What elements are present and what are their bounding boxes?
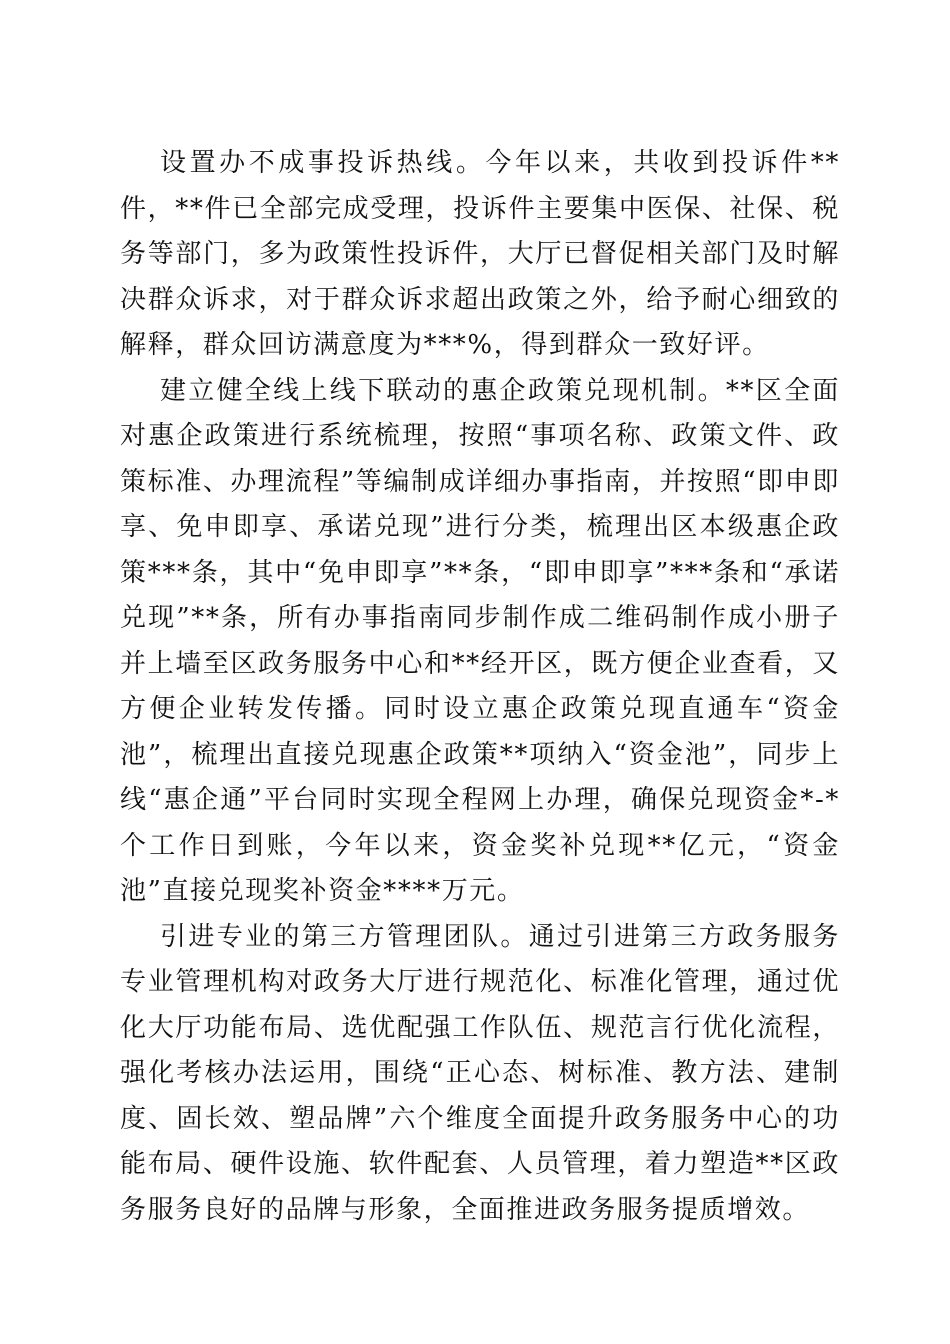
document-body: [120, 141, 840, 1233]
paragraph-third-party-management: 引进专业的第三方管理团队。通过引进第三方政务服务专业管理机构对政务大厅进行规范化、标准化管理，通过优化大厅功能布局、选优配强工作队伍、规范言行优化流程，强化考核办法运用，围绕“正心态、树标准、教方法、建制度、固长效、塑品牌”六个维度全面提升政务服务中心的功能布局、硬件设施、软件配套、人员管理，着力塑造**区政务服务良好的品牌与形象，全面推进政务服务提质增效。: [120, 921, 840, 1225]
paragraph-policy-mechanism: 建立健全线上线下联动的惠企政策兑现机制。**区全面对惠企政策进行系统梳理，按照“事项名称、政策文件、政策标准、办理流程”等编制成详细办事指南，并按照“即申即享、免申即享、承诺兑现”进行分类，梳理出区本级惠企政策***条，其中“免申即享”**条，“即申即享”***条和“承诺兑现”**条，所有办事指南同步制作成二维码制作成小册子并上墙至区政务服务中心和**经开区，既方便企业查看，又方便企业转发传播。同时设立惠企政策兑现直通车“资金池”，梳理出直接兑现惠企政策**项纳入“资金池”，同步上线“惠企通”平台同时实现全程网上办理，确保兑现资金*-*个工作日到账，今年以来，资金奖补兑现**亿元，“资金池”直接兑现奖补资金****万元。: [120, 375, 840, 906]
paragraph-complaint-hotline: 设置办不成事投诉热线。今年以来，共收到投诉件**件，**件已全部完成受理，投诉件主要集中医保、社保、税务等部门，多为政策性投诉件，大厅已督促相关部门及时解决群众诉求，对于群众诉求超出政策之外，给予耐心细致的解释，群众回访满意度为***%，得到群众一致好评。: [120, 148, 840, 360]
